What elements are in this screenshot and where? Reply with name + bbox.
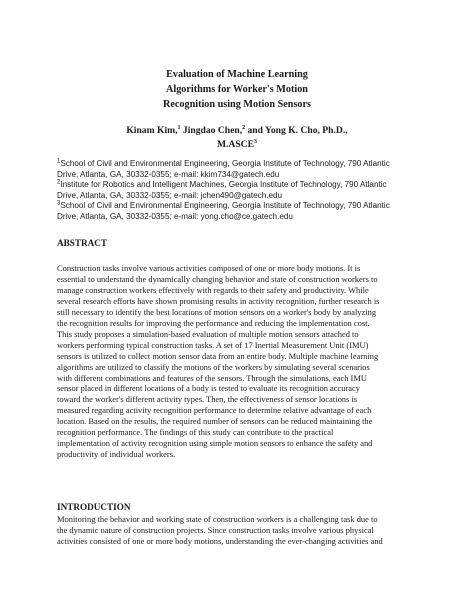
affiliation-line <box>57 180 429 191</box>
author-name: Jingdao Chen, <box>180 125 243 136</box>
affiliation-mark: 3 <box>57 200 61 207</box>
introduction-line: the dynamic nature of construction projects. Since construction tasks involve various physical <box>57 524 374 535</box>
abstract-line: measured regarding activity recognition performance to determine relative advantage of each <box>57 405 372 416</box>
affiliation <box>57 180 429 201</box>
abstract-line: This study proposes a simulation-based evaluation of multiple motion sensors attached to <box>57 328 359 339</box>
introduction-line: activities consisted of one or more body motions, understanding the ever-changing activities and <box>57 535 383 546</box>
abstract-line: the recognition results for improving the performance and reducing the implementation cost. <box>57 317 370 328</box>
affiliation-list <box>57 159 429 223</box>
abstract-line: essential to understand the dynamically changing behavior and state of construction workers to <box>57 273 378 284</box>
author-line <box>0 138 474 152</box>
affiliation-line: Drive, Atlanta, GA, 30332-0355; e-mail: yong.cho@ce.gatech.edu <box>57 211 293 221</box>
affiliation-mark: 1 <box>57 158 61 165</box>
abstract-line: recognition performance. The findings of this study can contribute to the practical <box>57 427 334 438</box>
affiliation <box>57 201 429 222</box>
author-affiliation-mark: 1 <box>177 124 181 131</box>
abstract-line: Construction tasks involve various activities composed of one or more body motions. It is <box>57 263 361 273</box>
author-name: Kinam Kim, <box>126 125 178 136</box>
abstract-body <box>57 263 422 460</box>
introduction-heading: INTRODUCTION <box>57 502 131 512</box>
paper-title <box>0 67 474 112</box>
author-affiliation-mark: 2 <box>242 124 246 131</box>
author-affiliation-mark: 3 <box>254 138 258 145</box>
affiliation <box>57 159 429 180</box>
author-list <box>0 124 474 152</box>
abstract-line: sensors is utilized to collect motion sensor data from an entire body. Multiple machine learning <box>57 350 379 361</box>
abstract-line: still necessary to identify the best locations of motion sensors on a worker's body by analyzing <box>57 306 377 317</box>
author-suffix: M.ASCE <box>216 139 255 150</box>
title-line: Recognition using Motion Sensors <box>162 99 312 110</box>
affiliation-line: Drive, Atlanta, GA, 30332-0355; e-mail: jchen490@gatech.edu <box>57 190 283 200</box>
abstract-line: several research efforts have shown promising results in activity recognition, further research is <box>57 295 380 306</box>
abstract-line: workers performing typical construction tasks. A set of 17 Inertial Measurement Unit (IMU) <box>57 339 369 350</box>
abstract-line: sensor placed in different locations of a body is tested to evaluate its recognition accuracy <box>57 383 361 394</box>
affiliation-text: Institute for Robotics and Intelligent Machines, Georgia Institute of Technology, 790 Atlantic <box>60 180 387 190</box>
affiliation-text: School of Civil and Environmental Engineering, Georgia Institute of Technology, 790 Atlantic <box>60 159 390 168</box>
abstract-line: toward the worker's different activity types. Then, the effectiveness of sensor locations is <box>57 394 358 405</box>
abstract-line: productivity of individual workers. <box>57 449 176 460</box>
abstract-line: manage construction workers effectively with regards to their safety and productivity. While <box>57 284 369 295</box>
affiliation-line: Drive, Atlanta, GA, 30332-0355; e-mail: kkim734@gatech.edu <box>57 169 280 179</box>
author-name: and Yong K. Cho, Ph.D., <box>245 125 348 136</box>
abstract-line: location. Based on the results, the required number of sensors can be reduced maintaining the <box>57 416 373 427</box>
abstract-heading: ABSTRACT <box>57 238 108 248</box>
affiliation-text: School of Civil and Environmental Engineering, Georgia Institute of Technology, 790 Atlantic <box>60 201 390 211</box>
abstract-line: implementation of activity recognition using simple motion sensors to enhance the safety and <box>57 438 373 449</box>
title-line: Evaluation of Machine Learning <box>166 69 308 80</box>
affiliation-mark: 2 <box>57 179 61 186</box>
author-line <box>0 124 474 138</box>
affiliation-line <box>57 159 429 170</box>
introduction-body <box>57 514 422 547</box>
introduction-line: Monitoring the behavior and working state of construction workers is a challenging task due to <box>57 514 378 524</box>
title-line: Algorithms for Worker's Motion <box>166 84 308 95</box>
abstract-line: with different combinations and features of the sensors. Through the simulations, each IMU <box>57 372 367 383</box>
abstract-line: algorithms are utilized to classify the motions of the workers by simulating several scenarios <box>57 361 370 372</box>
affiliation-line <box>57 201 429 212</box>
